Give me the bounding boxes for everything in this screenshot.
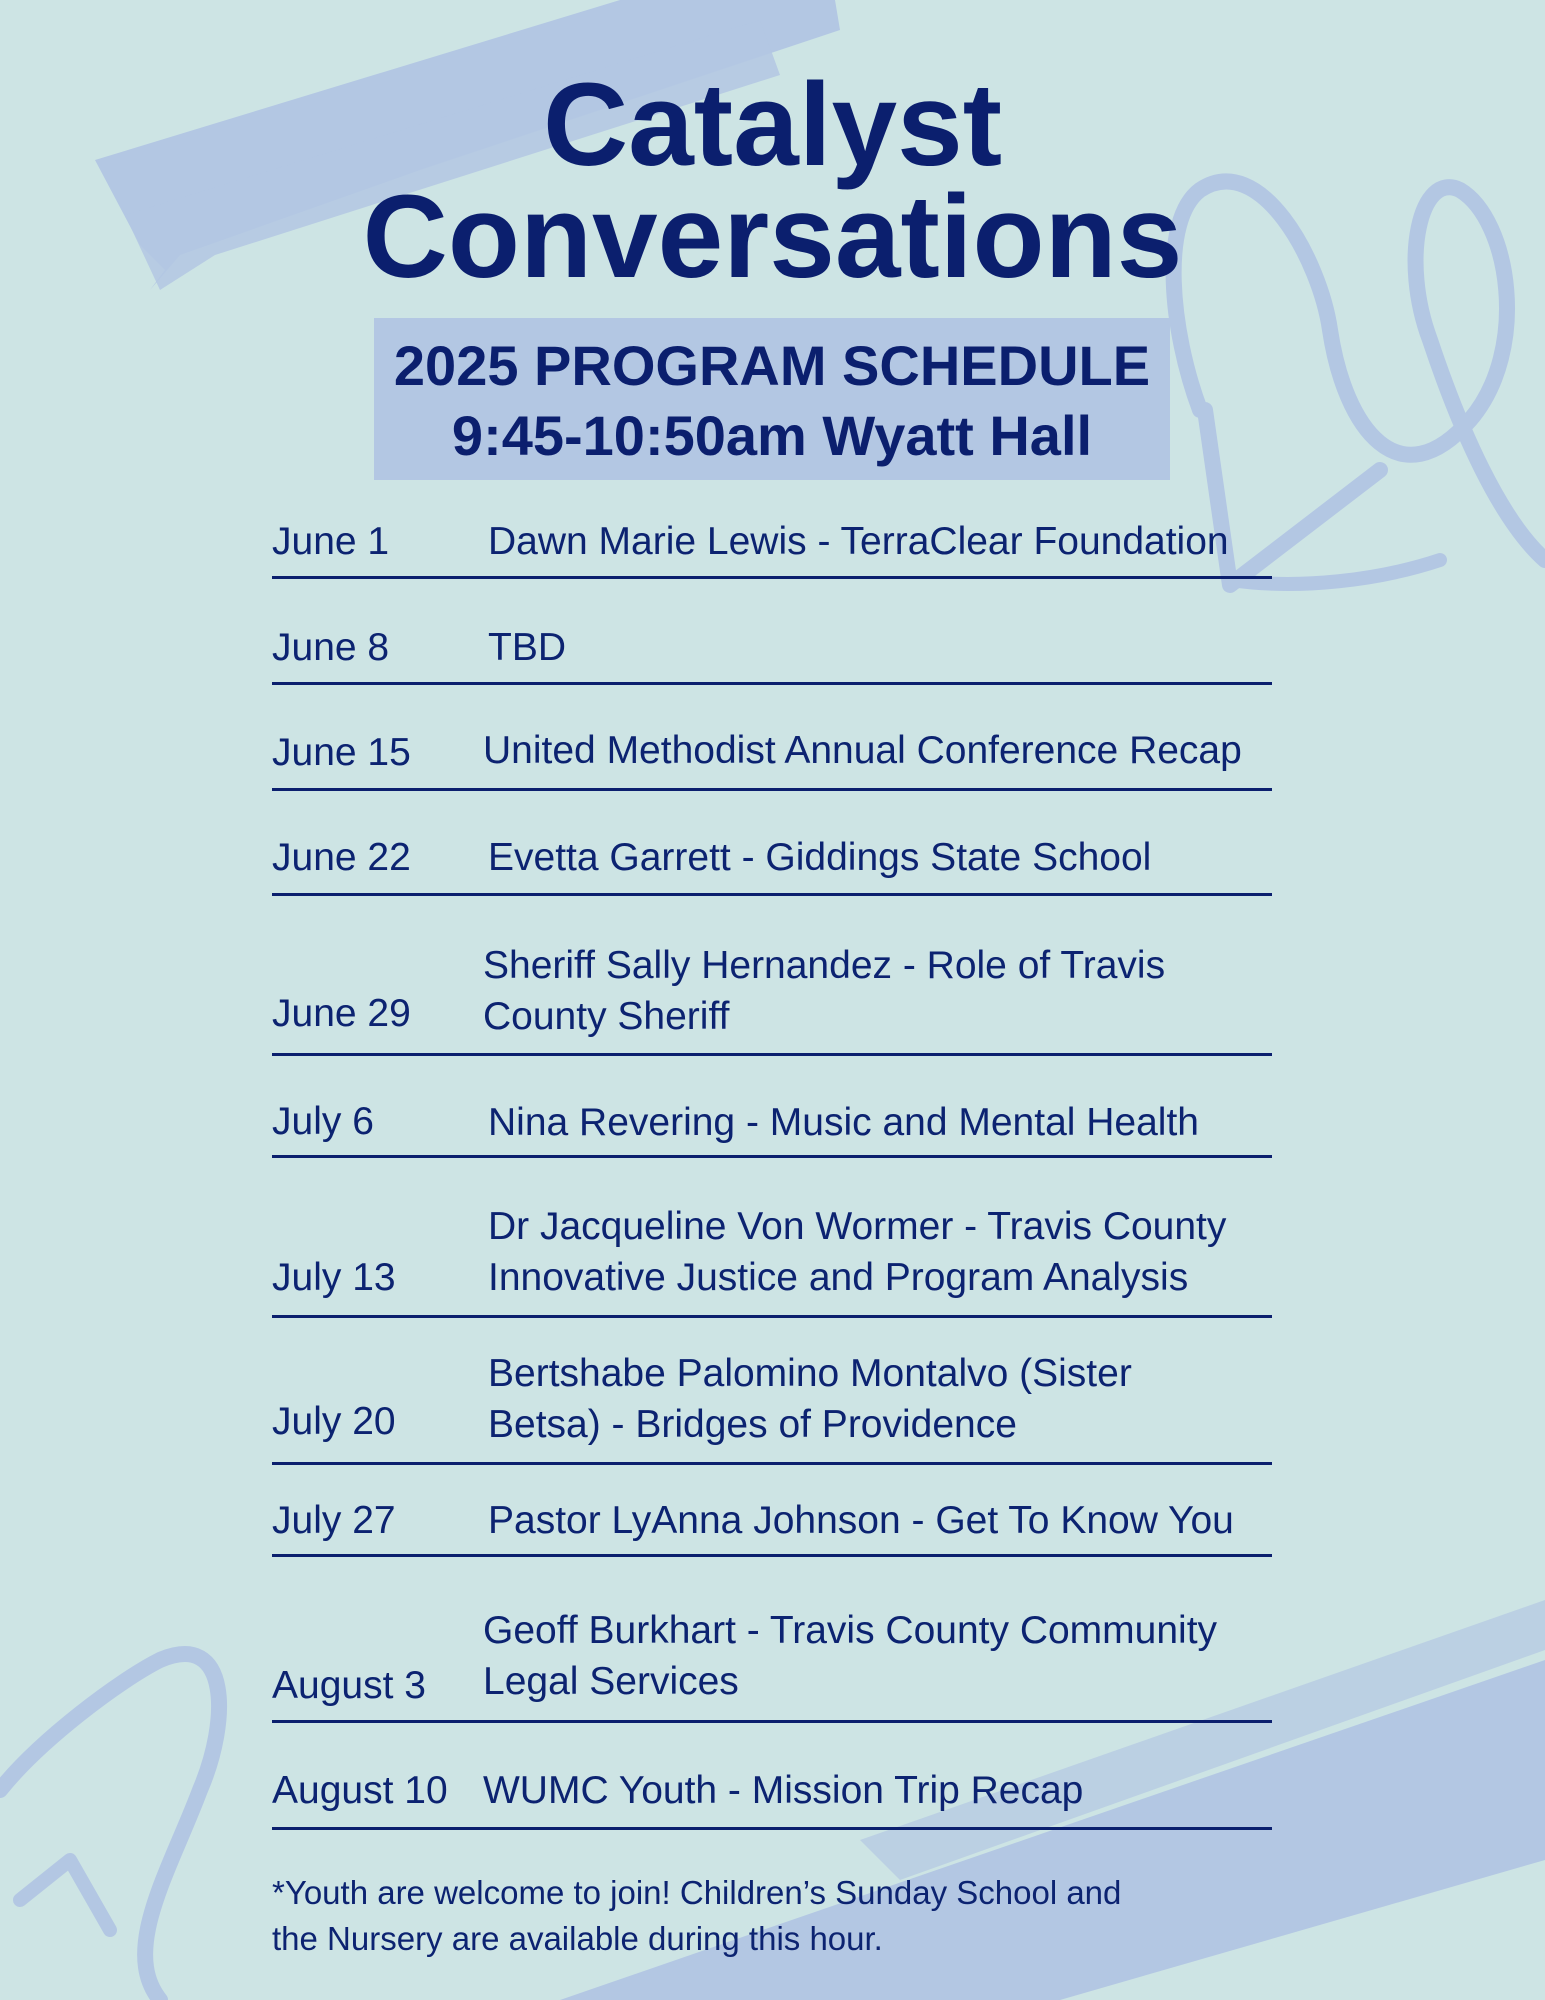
schedule-date: August 10 — [272, 1769, 448, 1812]
schedule-event: Bertshabe Palomino Montalvo (Sister — [488, 1352, 1132, 1395]
row-divider — [272, 1462, 1272, 1465]
row-divider — [272, 1720, 1272, 1723]
footnote-line-2: the Nursery are available during this hour. — [272, 1920, 883, 1957]
row-divider — [272, 1827, 1272, 1830]
schedule-date: June 1 — [272, 520, 390, 563]
row-divider — [272, 893, 1272, 896]
schedule-event: Innovative Justice and Program Analysis — [488, 1256, 1189, 1299]
footnote — [272, 1870, 1272, 1962]
schedule-event: County Sheriff — [483, 995, 730, 1038]
schedule-date: July 27 — [272, 1499, 396, 1542]
row-divider — [272, 1053, 1272, 1056]
schedule-date: June 15 — [272, 731, 411, 774]
schedule-event: Nina Revering - Music and Mental Health — [488, 1101, 1199, 1144]
row-divider — [272, 576, 1272, 579]
schedule-event: Legal Services — [483, 1660, 739, 1703]
schedule-date: June 8 — [272, 626, 390, 669]
row-divider — [272, 1155, 1272, 1158]
schedule-date: July 6 — [272, 1100, 374, 1143]
schedule-event: Evetta Garrett - Giddings State School — [488, 836, 1152, 879]
subtitle-line-2: 9:45-10:50am Wyatt Hall — [451, 404, 1093, 467]
schedule-event: WUMC Youth - Mission Trip Recap — [483, 1769, 1084, 1812]
schedule-event: Geoff Burkhart - Travis County Community — [483, 1609, 1218, 1652]
schedule-subtitle-box — [374, 318, 1170, 480]
schedule-event: Betsa) - Bridges of Providence — [488, 1403, 1017, 1446]
schedule-date: June 22 — [272, 836, 411, 879]
row-divider — [272, 1315, 1272, 1318]
schedule-event: TBD — [488, 626, 566, 669]
schedule-event: Sheriff Sally Hernandez - Role of Travis — [483, 944, 1166, 987]
title-line-1: Catalyst — [542, 59, 1003, 191]
schedule-date: June 29 — [272, 992, 411, 1035]
schedule-date: July 20 — [272, 1400, 396, 1443]
footnote-line-1: *Youth are welcome to join! Children’s Sunday School and — [272, 1874, 1122, 1911]
title-line-2: Conversations — [362, 171, 1183, 303]
schedule-event: Dawn Marie Lewis - TerraClear Foundation — [488, 520, 1229, 563]
schedule-event: United Methodist Annual Conference Recap — [483, 729, 1242, 772]
subtitle-line-1: 2025 PROGRAM SCHEDULE — [393, 334, 1151, 397]
schedule-date: August 3 — [272, 1664, 426, 1707]
row-divider — [272, 682, 1272, 685]
schedule-event: Dr Jacqueline Von Wormer - Travis County — [488, 1205, 1227, 1248]
row-divider — [272, 788, 1272, 791]
schedule-date: July 13 — [272, 1256, 396, 1299]
schedule-event: Pastor LyAnna Johnson - Get To Know You — [488, 1499, 1234, 1542]
row-divider — [272, 1554, 1272, 1557]
